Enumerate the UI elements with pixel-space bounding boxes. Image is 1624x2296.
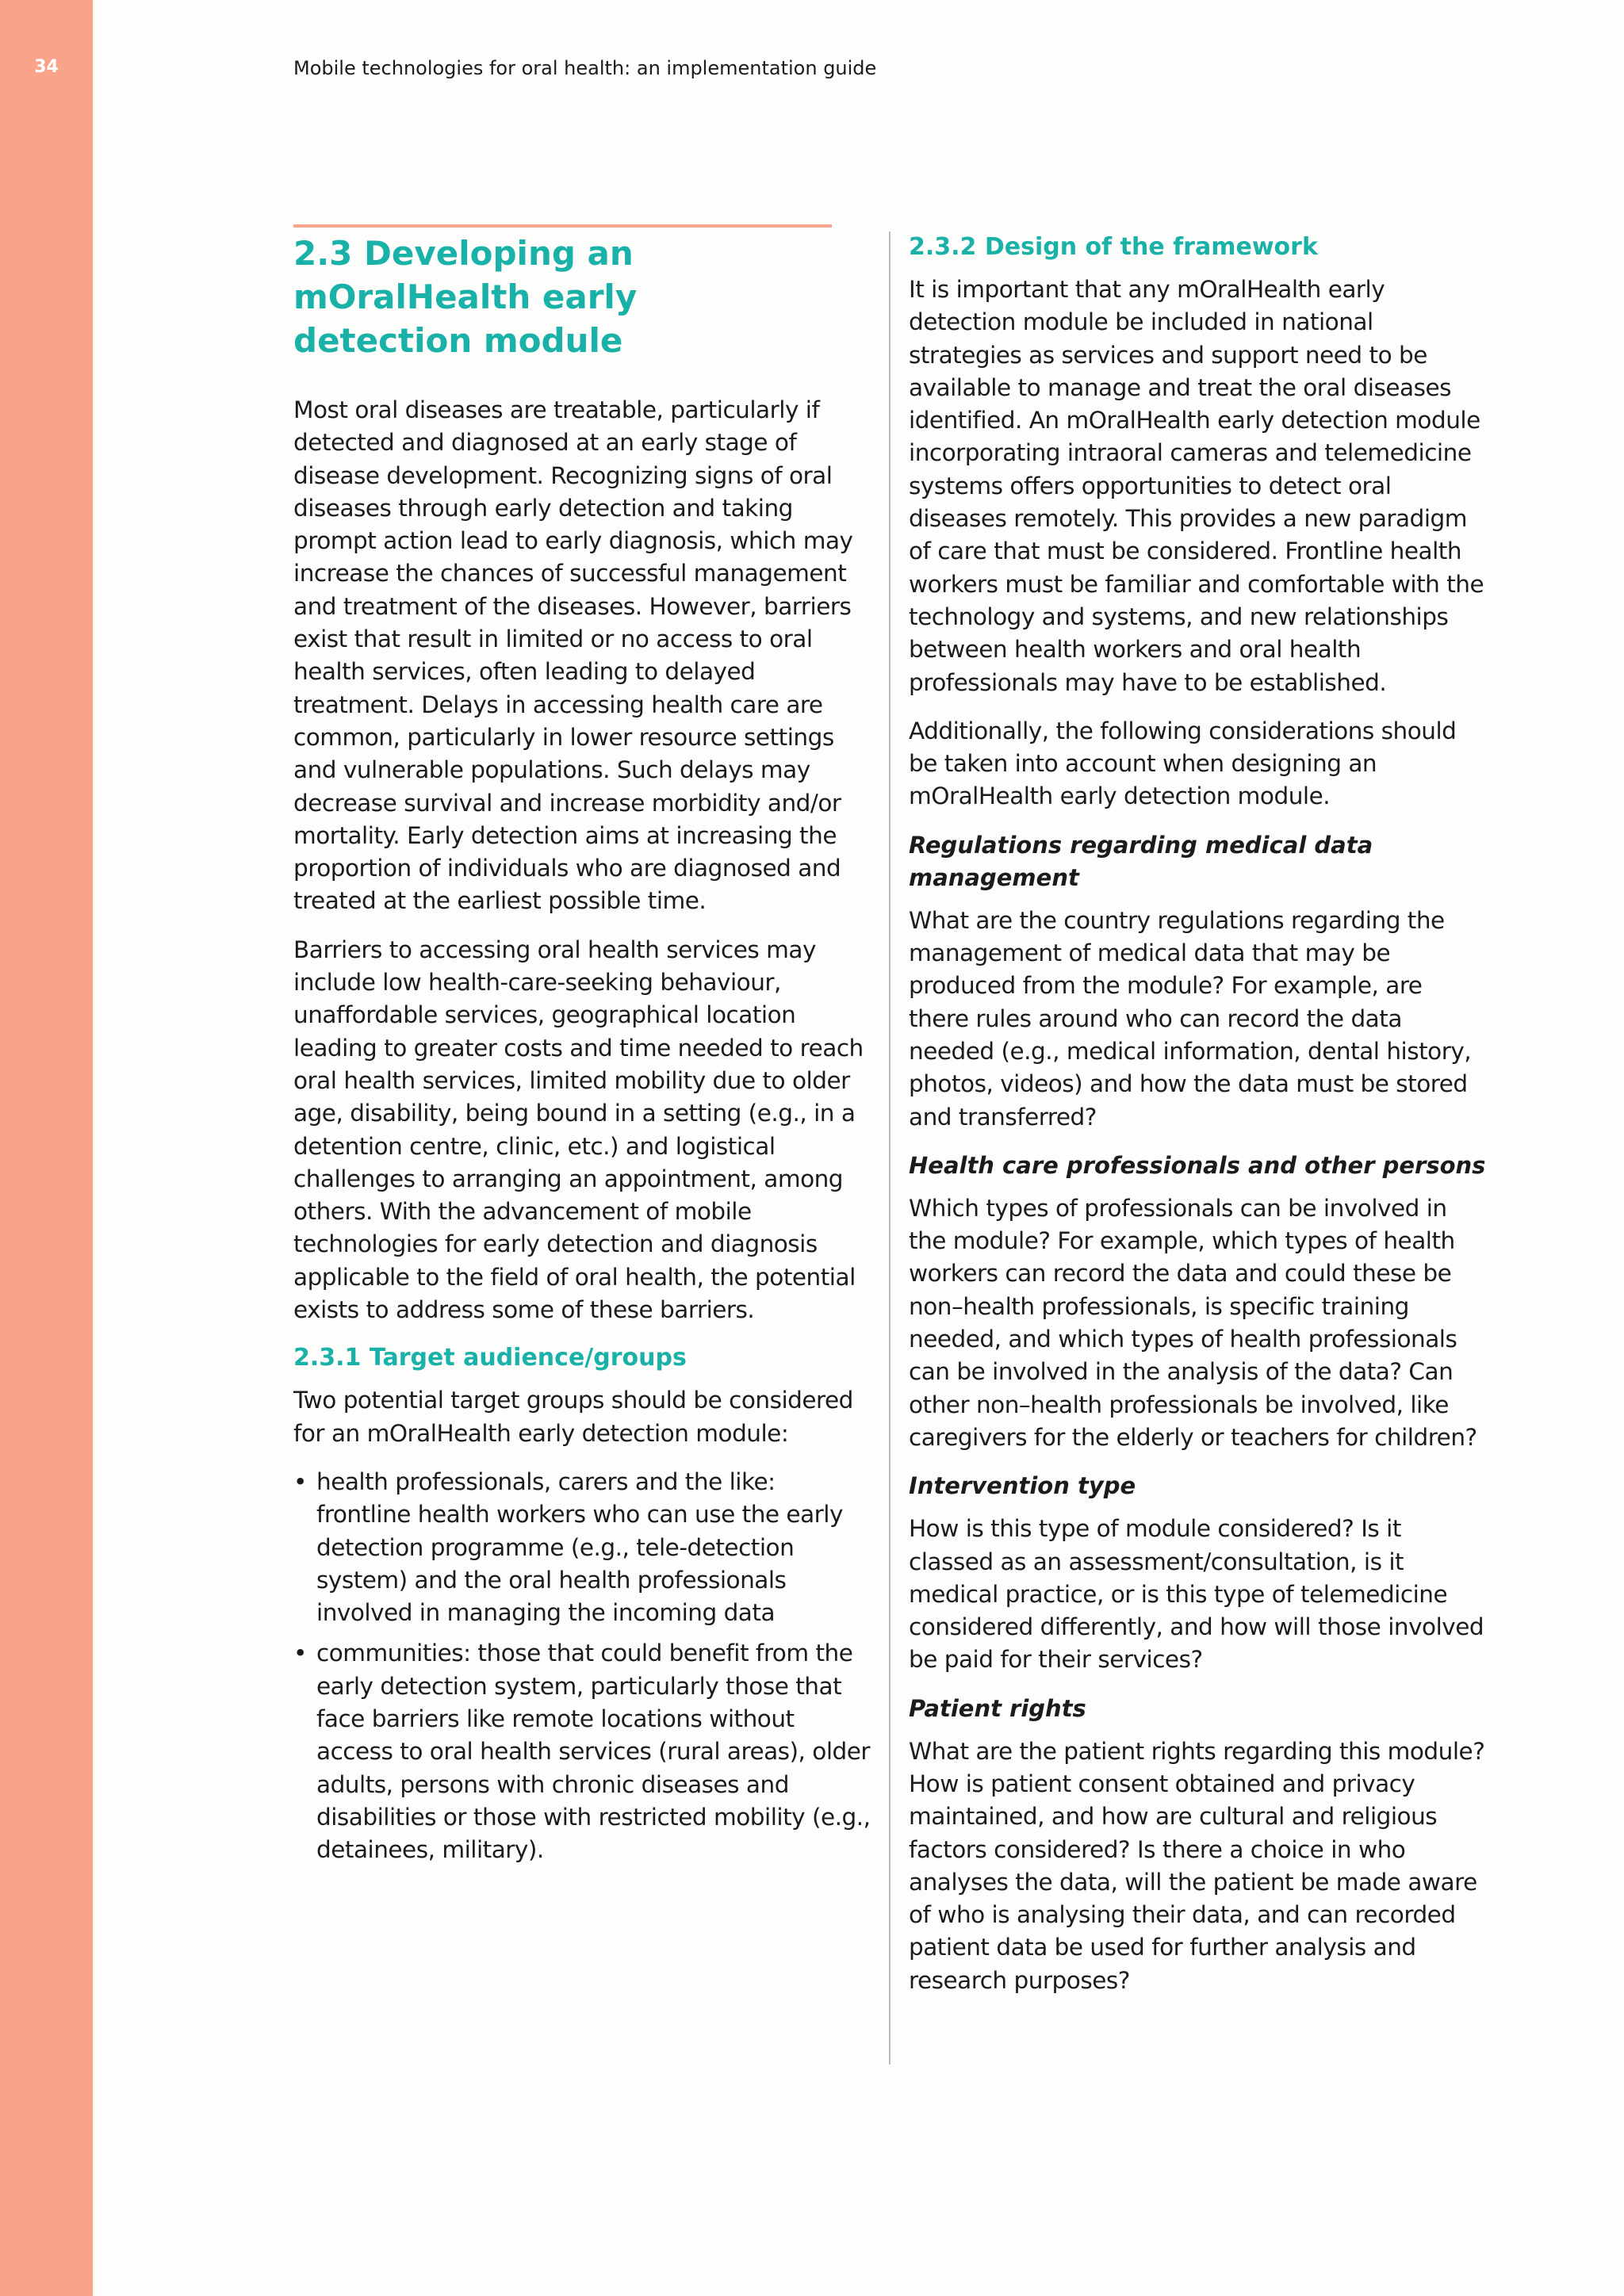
page-number: 34 — [34, 57, 59, 77]
list-item-text: communities: those that could benefit from the early detection system, particularly those that face barriers like remote locations without access to oral health services (rural areas), older adults, persons with chronic diseases and disabilities or those with restricted mobility (e.g., detainees, military). — [316, 1640, 871, 1864]
intervention-paragraph: How is this type of module considered? Is it classed as an assessment/consultation, is it medical practice, or is this type of telemedicine considered differently, and how will those involved be paid for their services? — [909, 1515, 1484, 1674]
running-header: Mobile technologies for oral health: an implementation guide — [293, 57, 877, 79]
list-item — [293, 1466, 872, 1629]
framework-paragraph: It is important that any mOralHealth early detection module be included in national strategies as services and support need to be available to manage and treat the oral diseases identified. An mOralHealth early detection module incorporating intraoral cameras and telemedicine systems offers opportunities to detect oral diseases remotely. This provides a new paradigm of care that must be considered. Frontline health workers must be familiar and comfortable with the technology and systems, and new relationships between health workers and oral health professionals may have to be established. — [909, 276, 1484, 696]
target-groups-paragraph: Two potential target groups should be considered for an mOralHealth early detection module: — [293, 1387, 853, 1447]
list-item-text: health professionals, carers and the like: frontline health workers who can use the early detection programme (e.g., tele-detection system) and the oral health professionals involved in managing the incoming data — [316, 1468, 843, 1627]
subsection-title-design-framework: 2.3.2 Design of the framework — [909, 233, 1318, 261]
list-item — [293, 1637, 872, 1866]
heading-professionals: Health care professionals and other persons — [909, 1151, 1486, 1179]
bullet-icon: • — [293, 1468, 307, 1495]
regulations-paragraph: What are the country regulations regarding the management of medical data that may be produced from the module? For example, are there rules around who can record the data needed (e.g., medical information, dental history, photos, videos) and how the data must be stored and transferred? — [909, 906, 1472, 1131]
barriers-paragraph: Barriers to accessing oral health services may include low health-care-seeking behaviour, unaffordable services, geographical location leading to greater costs and time needed to reach oral health services, limited mobility due to older age, disability, being bound in a setting (e.g., in a detention centre, clinic, etc.) and logistical challenges to arranging an appointment, among others. With the advancement of mobile technologies for early detection and diagnosis applicable to the field of oral health, the potential exists to address some of these barriers. — [293, 936, 864, 1324]
bullet-icon: • — [293, 1640, 307, 1667]
section-title: 2.3 Developing an mOralHealth early detection module — [293, 234, 638, 360]
left-column — [293, 222, 872, 1874]
subsection-title-target-audience: 2.3.1 Target audience/groups — [293, 1344, 687, 1372]
intro-paragraph: Most oral diseases are treatable, particularly if detected and diagnosed at an early stage of disease development. Recognizing signs of oral diseases through early detection and taking prompt action lead to early diagnosis, which may increase the chances of successful management and treatment of the diseases. However, barriers exist that result in limited or no access to oral health services, often leading to delayed treatment. Delays in accessing health care are common, particularly in lower resource settings and vulnerable populations. Such delays may decrease survival and increase morbidity and/or mortality. Early detection aims at increasing the proportion of individuals who are diagnosed and treated at the earliest possible time. — [293, 396, 853, 915]
target-groups-list — [293, 1466, 872, 1867]
considerations-paragraph: Additionally, the following considerations should be taken into account when designing an mOralHealth early detection module. — [909, 717, 1457, 810]
heading-regulations: Regulations regarding medical data management — [909, 831, 1373, 891]
heading-intervention-type: Intervention type — [909, 1472, 1136, 1500]
column-divider — [889, 232, 891, 2064]
side-accent-band — [0, 0, 93, 2296]
patient-rights-paragraph: What are the patient rights regarding this module? How is patient consent obtained and privacy maintained, and how are cultural and religious factors considered? Is there a choice in who analyses the data, will the patient be made aware of who is analysing their data, and can recorded patient data be used for further analysis and research purposes? — [909, 1737, 1485, 1994]
heading-patient-rights: Patient rights — [909, 1694, 1086, 1722]
professionals-paragraph: Which types of professionals can be involved in the module? For example, which types of health workers can record the data and could these be non–health professionals, is specific training needed, and which types of health professionals can be involved in the analysis of the data? Can other non–health professionals be involved, like caregivers for the elderly or teachers for children? — [909, 1194, 1477, 1451]
right-column — [909, 232, 1488, 2013]
